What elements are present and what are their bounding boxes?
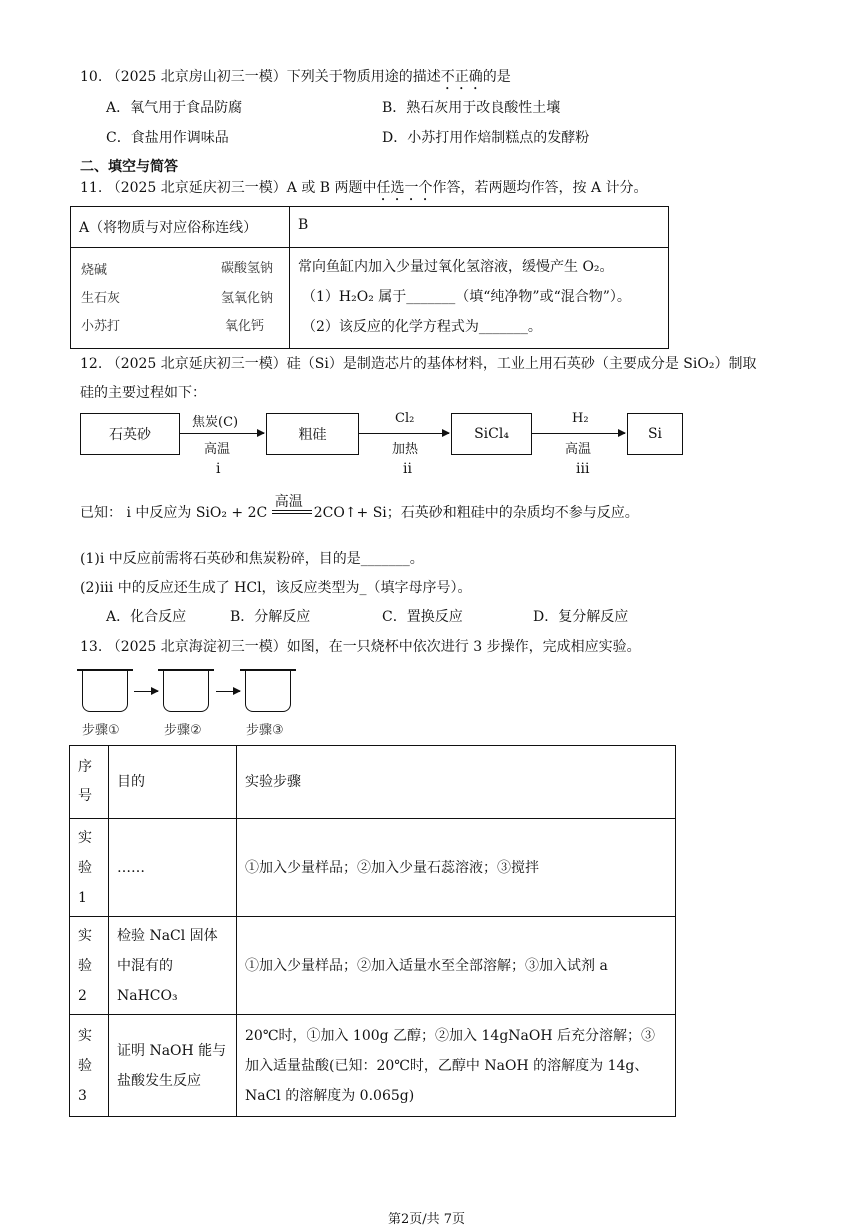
arrow-icon [180,433,264,434]
q12-sub1: (1)i 中反应前需将石英砂和焦炭粉碎，目的是_______。 [80,551,424,567]
arrow-icon [532,433,625,434]
beaker-label: 步骤② [164,723,202,738]
flow-box-sicl4: SiCl₄ [451,413,532,455]
beaker-icon [82,670,128,712]
row-id-cell: 实验1 [70,819,109,917]
q10-option-a[interactable]: A．氧气用于食品防腐 [106,100,243,116]
q11-col-a-header: A（将物质与对应俗称连线） [79,220,258,236]
arrow-icon [359,433,449,434]
right-item[interactable]: 氧化钙 [225,319,265,334]
q11-table [70,206,669,349]
q10-option-b[interactable]: B．熟石灰用于改良酸性土壤 [382,100,561,116]
row-purpose-cell: 检验 NaCl 固体中混有的 NaHCO₃ [109,917,237,1015]
header-cell: 实验步骤 [237,746,676,819]
q10-option-c[interactable]: C．食盐用作调味品 [106,130,229,146]
section-title: 二、填空与简答 [80,159,178,175]
table-row [70,917,676,1015]
beaker-label: 步骤③ [246,723,284,738]
row-id-cell: 实验3 [70,1015,109,1117]
row-purpose-cell: …… [109,819,237,917]
row-id-cell: 实验2 [70,917,109,1015]
left-item[interactable]: 生石灰 [81,291,121,306]
arrow-condition: 高温 [204,442,231,457]
reaction-condition: 高温 [274,494,303,510]
step-label: iii [576,461,590,477]
flow-box-crude-si: 粗硅 [266,413,359,455]
q13-stem: 13. （2025 北京海淀初三一模）如图，在一只烧杯中依次进行 3 步操作，完成相应实验。 [80,639,641,655]
arrow-icon [216,691,240,692]
arrow-reagent: 焦炭(C) [192,415,239,430]
flow-box-quartz: 石英砂 [80,413,180,455]
table-row [70,819,676,917]
page-number: 第2页/共 7页 [388,1212,466,1227]
beaker-icon [245,670,291,712]
arrow-condition: 加热 [392,442,419,457]
q12-option-d[interactable]: D．复分解反应 [533,609,629,625]
q11-b-line2: （1）H₂O₂ 属于_______（填“纯净物”或“混合物”）。 [302,289,631,305]
step-label: ii [403,461,412,477]
q11-b-line1: 常向鱼缸内加入少量过氧化氢溶液，缓慢产生 O₂。 [298,259,614,275]
q11-stem: 11. （2025 北京延庆初三一模）A 或 B 两题中任选一个作答，若两题均作答，按 A 计分。 [80,180,648,196]
q12-known: 已知： i 中反应为 SiO₂ + 2C 高温 2CO↑+ Si；石英砂和粗硅中的杂质均不参与反应。 [80,502,639,522]
beaker-label: 步骤① [82,723,120,738]
table-header-row [70,746,676,819]
arrow-reagent: Cl₂ [395,411,415,426]
arrow-reagent: H₂ [572,411,589,426]
row-purpose-cell: 证明 NaOH 能与盐酸发生反应 [109,1015,237,1117]
arrow-icon [134,691,158,692]
q12-option-c[interactable]: C．置换反应 [382,609,463,625]
right-item[interactable]: 氢氧化钠 [221,291,274,306]
row-steps-cell: ①加入少量样品；②加入适量水至全部溶解；③加入试剂 a [237,917,676,1015]
beaker-icon [163,670,209,712]
header-cell: 目的 [109,746,237,819]
table-row [70,1015,676,1117]
q10-option-d[interactable]: D．小苏打用作焙制糕点的发酵粉 [382,130,590,146]
q12-option-b[interactable]: B．分解反应 [230,609,311,625]
left-item[interactable]: 小苏打 [81,319,121,334]
q10-stem: 10. （2025 北京房山初三一模）下列关于物质用途的描述不正确的是 [80,69,511,85]
step-label: i [216,461,221,477]
q12-sub2: (2)iii 中的反应还生成了 HCl，该反应类型为_（填字母序号）。 [80,580,472,596]
q12-option-a[interactable]: A．化合反应 [106,609,187,625]
q13-table [69,745,676,1117]
arrow-condition: 高温 [565,442,592,457]
q12-stem-line2: 硅的主要过程如下： [80,385,206,401]
row-steps-cell: 20℃时，①加入 100g 乙醇；②加入 14gNaOH 后充分溶解；③加入适量盐酸(已知：20℃时，乙醇中 NaOH 的溶解度为 14g、NaCl 的溶解度为 0.065g) [237,1015,676,1117]
header-cell: 序号 [70,746,109,819]
left-item[interactable]: 烧碱 [81,263,108,278]
q11-col-b-header: B [298,217,309,233]
right-item[interactable]: 碳酸氢钠 [221,261,274,276]
row-steps-cell: ①加入少量样品；②加入少量石蕊溶液；③搅拌 [237,819,676,917]
q11-b-line3: （2）该反应的化学方程式为_______。 [302,319,542,335]
flow-box-si: Si [627,413,683,455]
q12-stem-line1: 12. （2025 北京延庆初三一模）硅（Si）是制造芯片的基体材料，工业上用石英砂（主要成分是 SiO₂）制取 [80,356,757,372]
